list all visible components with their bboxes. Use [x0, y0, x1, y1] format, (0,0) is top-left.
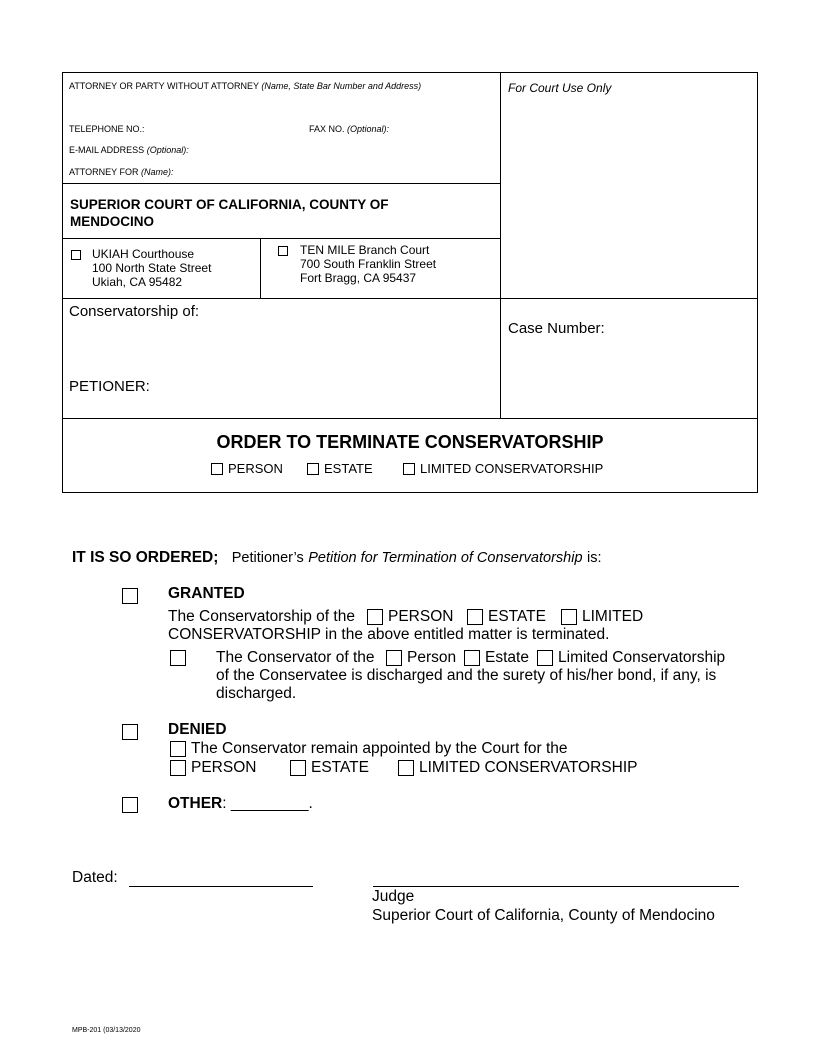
discharge-line3: discharged. [216, 685, 297, 702]
form-title: ORDER TO TERMINATE CONSERVATORSHIP [216, 432, 604, 452]
granted-limited-checkbox[interactable] [561, 609, 577, 625]
title-person-checkbox[interactable] [211, 463, 223, 475]
denied-checkbox[interactable] [122, 724, 138, 740]
court-use-label: For Court Use Only [508, 81, 612, 95]
denied-person-checkbox[interactable] [170, 760, 186, 776]
denied-label: DENIED [168, 721, 227, 738]
ordered-line: IT IS SO ORDERED; Petitioner’s Petition for Termination of Conservatorship is: [72, 549, 602, 566]
other-blank[interactable]: : _________. [222, 795, 313, 812]
granted-estate-label: ESTATE [488, 608, 546, 625]
discharge-estate-label: Estate [485, 649, 529, 666]
other-checkbox[interactable] [122, 797, 138, 813]
attorney-for-label: ATTORNEY FOR (Name): [69, 167, 174, 177]
discharge-person-label: Person [407, 649, 457, 666]
discharge-checkbox[interactable] [170, 650, 186, 666]
conservatorship-of-label: Conservatorship of: [69, 303, 200, 320]
granted-person-checkbox[interactable] [367, 609, 383, 625]
granted-estate-checkbox[interactable] [467, 609, 483, 625]
divider [62, 418, 758, 419]
title-estate-checkbox[interactable] [307, 463, 319, 475]
discharge-prefix: The Conservator of the [216, 649, 375, 666]
discharge-limited-checkbox[interactable] [537, 650, 553, 666]
title-limited-label: LIMITED CONSERVATORSHIP [420, 461, 604, 476]
attorney-label: ATTORNEY OR PARTY WITHOUT ATTORNEY (Name, State Bar Number and Address) [69, 81, 422, 91]
title-limited-checkbox[interactable] [403, 463, 415, 475]
tenmile-address: TEN MILE Branch Court 700 South Franklin Street Fort Bragg, CA 95437 [300, 243, 437, 285]
divider [62, 238, 500, 239]
denied-estate-label: ESTATE [311, 759, 369, 776]
court-line: Superior Court of California, County of Mendocino [372, 907, 715, 924]
form-id: MPB-201 (03/13/2020 [72, 1027, 141, 1034]
judge-label: Judge [372, 888, 415, 905]
dated-label: Dated: [72, 869, 118, 886]
denied-estate-checkbox[interactable] [290, 760, 306, 776]
discharge-estate-checkbox[interactable] [464, 650, 480, 666]
discharge-limited-label: Limited Conservatorship [558, 649, 726, 666]
granted-line2: CONSERVATORSHIP in the above entitled matter is terminated. [168, 626, 610, 643]
telephone-label: TELEPHONE NO.: [69, 124, 145, 134]
discharge-line2: of the Conservatee is discharged and the surety of his/her bond, if any, is [216, 667, 717, 684]
granted-limited-label: LIMITED [582, 608, 644, 625]
title-person-label: PERSON [228, 461, 283, 476]
judge-signature-line[interactable] [373, 886, 739, 887]
title-estate-label: ESTATE [324, 461, 373, 476]
granted-person-label: PERSON [388, 608, 454, 625]
court-name: SUPERIOR COURT OF CALIFORNIA, COUNTY OF MENDOCINO [70, 197, 389, 229]
denied-person-label: PERSON [191, 759, 257, 776]
granted-checkbox[interactable] [122, 588, 138, 604]
case-number-label: Case Number: [508, 320, 605, 337]
denied-line1: The Conservator remain appointed by the Court for the [191, 740, 568, 757]
granted-prefix: The Conservatorship of the [168, 608, 355, 625]
granted-label: GRANTED [168, 585, 245, 602]
denied-limited-label: LIMITED CONSERVATORSHIP [419, 759, 638, 776]
divider [500, 72, 501, 418]
divider [260, 238, 261, 298]
tenmile-checkbox[interactable] [278, 246, 288, 256]
fax-label: FAX NO. (Optional): [309, 124, 390, 134]
ukiah-address: UKIAH Courthouse 100 North State Street Ukiah, CA 95482 [92, 247, 212, 289]
ukiah-checkbox[interactable] [71, 250, 81, 260]
denied-remain-checkbox[interactable] [170, 741, 186, 757]
denied-limited-checkbox[interactable] [398, 760, 414, 776]
petitioner-label: PETIONER: [69, 378, 150, 395]
dated-line[interactable] [129, 886, 313, 887]
email-label: E-MAIL ADDRESS (Optional): [69, 145, 189, 155]
divider [62, 183, 500, 184]
discharge-person-checkbox[interactable] [386, 650, 402, 666]
other-line: OTHER: _________. [168, 795, 313, 812]
divider [62, 298, 758, 299]
